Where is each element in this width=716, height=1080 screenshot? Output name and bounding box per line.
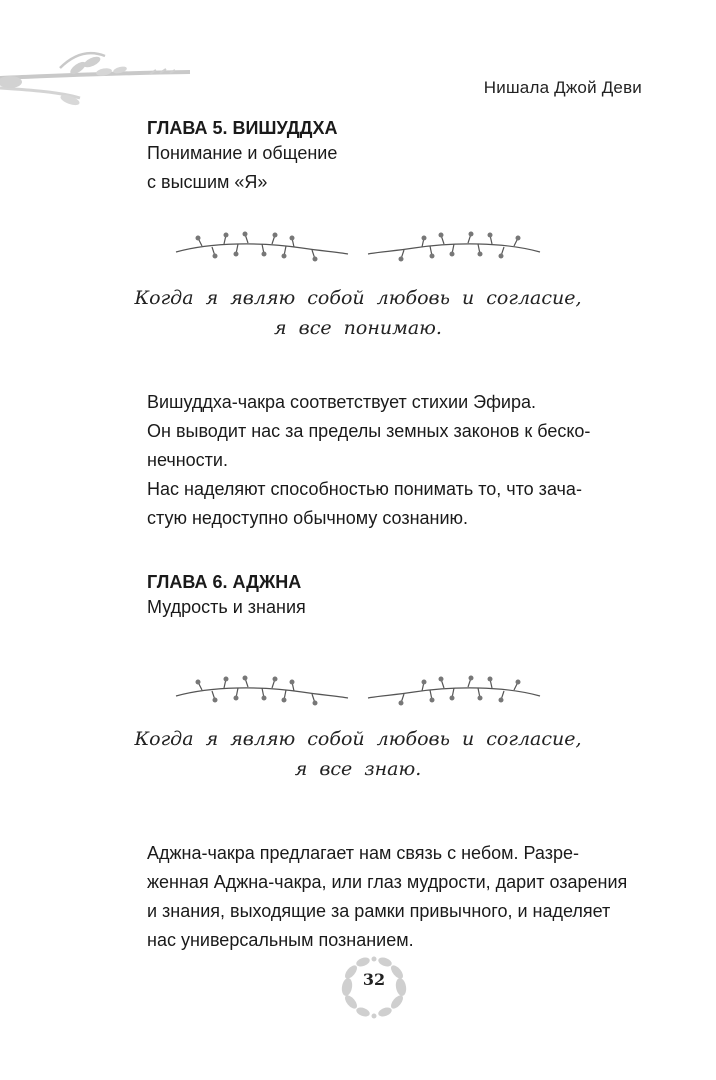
chapter-6-body xyxy=(147,839,637,955)
chapter-subtitle-line: Понимание и общение xyxy=(147,143,338,163)
quote-line: я все понимаю. xyxy=(274,317,442,339)
body-line: и знания, выходящие за рамки привычного, и наделяет xyxy=(147,901,611,921)
body-line: нечности. xyxy=(147,450,228,470)
body-line: Аджна-чакра предлагает нам связь с небом. Разре- xyxy=(147,843,580,863)
body-line: Вишуддха-чакра соответствует стихии Эфира. xyxy=(147,392,536,412)
chapter-5-body xyxy=(147,388,637,533)
chapter-5-heading xyxy=(147,118,337,197)
body-line: женная Аджна-чакра, или глаз мудрости, дарит озарения xyxy=(147,872,628,892)
body-line: стую недоступно обычному сознанию. xyxy=(147,508,469,528)
chapter-title: ГЛАВА 6. АДЖНА xyxy=(147,572,302,592)
chapter-6-heading xyxy=(147,572,306,622)
chapter-6-affirmation xyxy=(100,724,616,784)
body-line: Нас наделяют способностью понимать то, что зача- xyxy=(147,479,582,499)
chapter-subtitle-line: Мудрость и знания xyxy=(147,597,306,617)
chapter-5-affirmation xyxy=(100,283,616,343)
floral-divider-icon xyxy=(172,230,544,266)
chapter-title: ГЛАВА 5. ВИШУДДХА xyxy=(147,118,338,138)
quote-line: Когда я являю собой любовь и согласие, xyxy=(134,728,582,750)
floral-divider-icon xyxy=(172,674,544,710)
page-number: 32 xyxy=(362,970,386,989)
leaf-branch-icon xyxy=(0,48,200,118)
quote-line: я все знаю. xyxy=(294,758,422,780)
body-line: нас универсальным познанием. xyxy=(147,930,414,950)
running-header-author: Нишала Джой Деви xyxy=(483,78,642,97)
chapter-subtitle-line: с высшим «Я» xyxy=(147,172,268,192)
quote-line: Когда я являю собой любовь и согласие, xyxy=(134,287,582,309)
body-line: Он выводит нас за пределы земных законов к беско- xyxy=(147,421,591,441)
